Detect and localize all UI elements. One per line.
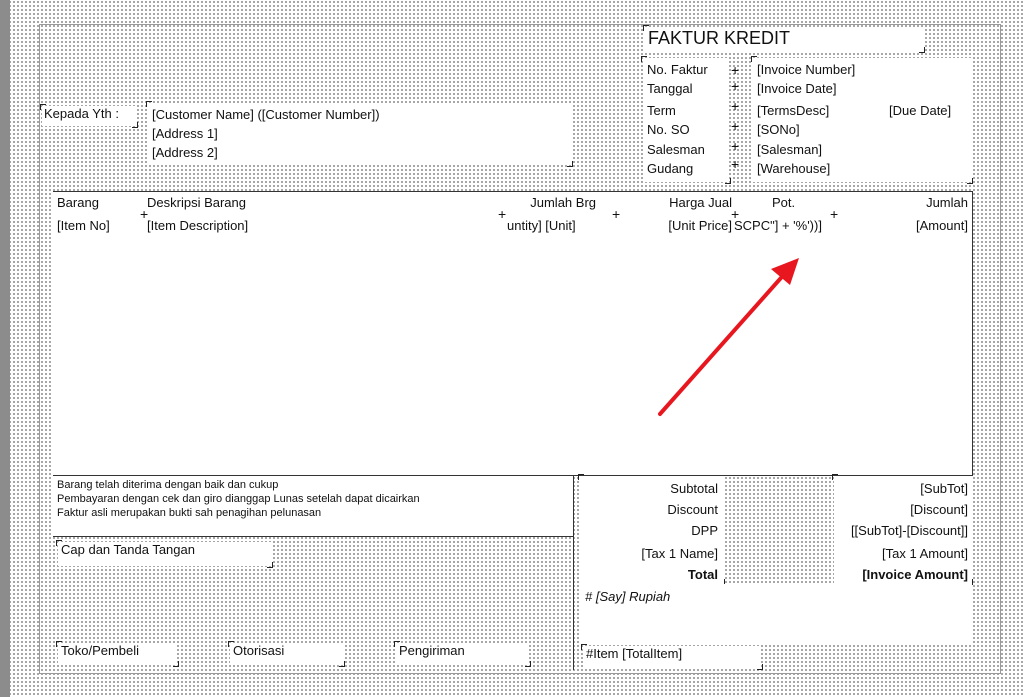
row-quantity-unit[interactable]: untity] [Unit] (507, 218, 576, 233)
totals-labels-box[interactable] (580, 476, 723, 583)
label-discount: Discount (580, 502, 718, 518)
note-line-3: Faktur asli merupakan bukti sah penagihan pelunasan (57, 507, 322, 519)
designer-ruler-bar (0, 0, 10, 697)
value-terms-desc: [TermsDesc] (757, 103, 830, 118)
value-due-date: [Due Date] (889, 103, 952, 118)
signature-toko-pembeli[interactable]: Toko/Pembeli (58, 643, 177, 665)
col-header-jumlah-brg[interactable]: Jumlah Brg (500, 195, 596, 211)
label-salesman: Salesman (647, 142, 705, 157)
col-header-harga-jual[interactable]: Harga Jual (620, 195, 732, 211)
total-item-count[interactable]: #Item [TotalItem] (583, 646, 761, 668)
anchor-icon: + (731, 138, 740, 154)
label-no-faktur: No. Faktur (647, 62, 708, 77)
customer-box[interactable] (148, 103, 571, 165)
anchor-icon: + (731, 118, 740, 134)
label-tanggal: Tanggal (647, 81, 693, 96)
anchor-icon: + (830, 206, 839, 222)
invoice-info-labels-box[interactable] (643, 58, 729, 182)
customer-name: [Customer Name] ([Customer Number]) (152, 107, 380, 122)
signature-otorisasi[interactable]: Otorisasi (230, 643, 343, 665)
label-dpp: DPP (580, 523, 718, 539)
label-total: Total (580, 567, 718, 583)
label-tax-name: [Tax 1 Name] (580, 546, 718, 562)
anchor-icon: + (731, 98, 740, 114)
anchor-icon: + (612, 206, 621, 222)
value-warehouse: [Warehouse] (757, 161, 831, 176)
value-invoice-number: [Invoice Number] (757, 62, 856, 77)
label-no-so: No. SO (647, 122, 690, 137)
label-term: Term (647, 103, 676, 118)
value-invoice-amount: [Invoice Amount] (834, 567, 968, 583)
signature-pengiriman[interactable]: Pengiriman (396, 643, 529, 665)
row-pot-expression[interactable]: SCPC"] + '%'))] (734, 218, 822, 233)
col-header-jumlah[interactable]: Jumlah (860, 195, 968, 211)
notes-box[interactable] (53, 476, 573, 537)
invoice-title[interactable]: FAKTUR KREDIT (645, 27, 923, 51)
label-subtotal: Subtotal (580, 481, 718, 497)
anchor-icon: + (731, 62, 740, 78)
col-header-barang[interactable]: Barang (57, 195, 99, 210)
customer-to-label[interactable]: Kepada Yth : (42, 106, 136, 126)
note-line-1: Barang telah diterima dengan baik dan cukup (57, 479, 279, 491)
value-tax-amount: [Tax 1 Amount] (834, 546, 968, 562)
row-item-no[interactable]: [Item No] (57, 218, 110, 233)
anchor-icon: + (731, 78, 740, 94)
stamp-signature-label[interactable]: Cap dan Tanda Tangan (58, 542, 271, 566)
col-header-pot[interactable]: Pot. (772, 195, 796, 210)
footer-divider (573, 476, 574, 670)
col-header-deskripsi[interactable]: Deskripsi Barang (147, 195, 246, 210)
value-so-no: [SONo] (757, 122, 800, 137)
anchor-icon: + (731, 206, 740, 222)
value-subtotal: [SubTot] (834, 481, 968, 497)
amount-in-words[interactable]: # [Say] Rupiah (585, 589, 671, 604)
customer-address-2: [Address 2] (152, 145, 218, 160)
anchor-icon: + (731, 156, 740, 172)
row-unit-price[interactable]: [Unit Price] (620, 218, 732, 234)
label-gudang: Gudang (647, 161, 694, 176)
totals-values-box[interactable] (834, 476, 971, 583)
row-item-description[interactable]: [Item Description] (147, 218, 249, 233)
anchor-icon: + (498, 206, 507, 222)
value-dpp: [[SubTot]-[Discount]] (834, 523, 968, 539)
anchor-icon: + (140, 206, 149, 222)
row-amount[interactable]: [Amount] (860, 218, 968, 234)
customer-address-1: [Address 1] (152, 126, 218, 141)
invoice-info-values-box[interactable] (753, 58, 971, 182)
value-invoice-date: [Invoice Date] (757, 81, 837, 96)
value-discount: [Discount] (834, 502, 968, 518)
value-salesman: [Salesman] (757, 142, 823, 157)
note-line-2: Pembayaran dengan cek dan giro dianggap Lunas setelah dapat dicairkan (57, 493, 420, 505)
